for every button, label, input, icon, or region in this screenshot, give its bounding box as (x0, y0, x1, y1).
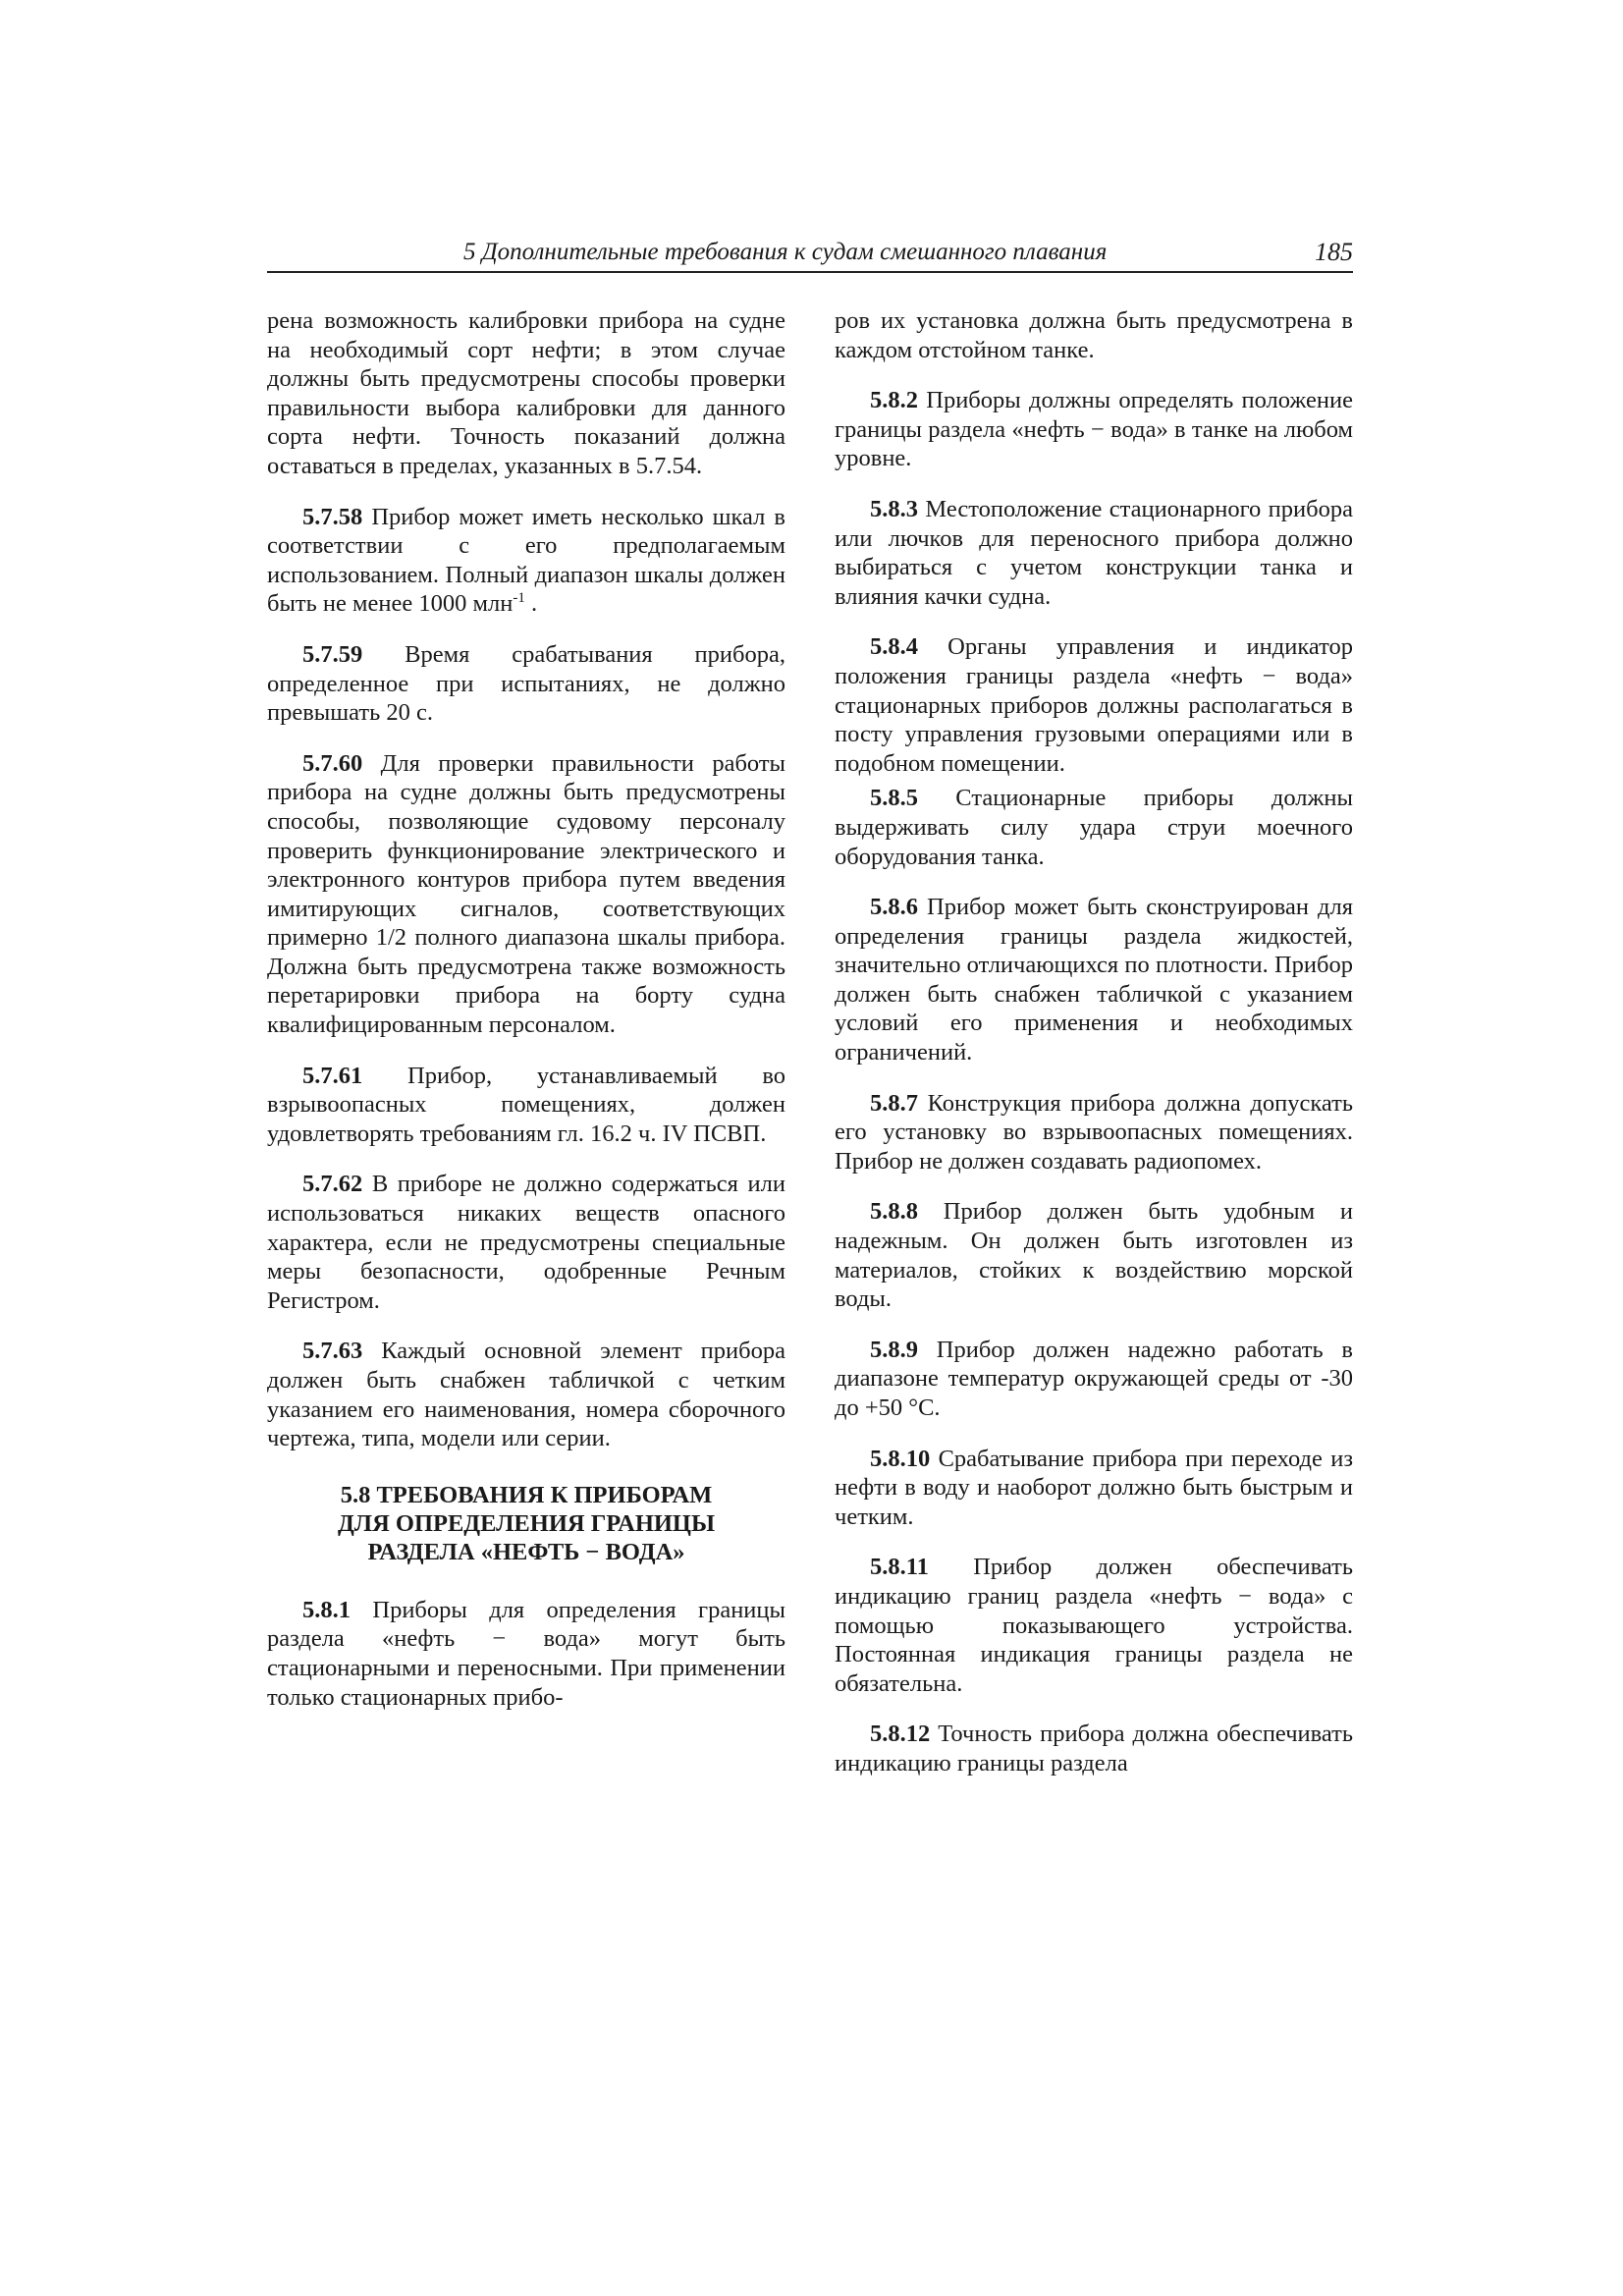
clause-5-8-12: 5.8.12 Точность прибора должна обеспечивать индикацию границы раздела (835, 1721, 1353, 1777)
page-header (267, 238, 1353, 273)
clause-5-8-10: 5.8.10 Срабатывание прибора при переходе из нефти в воду и наоборот должно быть быстрым и четким. (835, 1445, 1353, 1530)
clause-number: 5.8.9 (870, 1336, 918, 1363)
section-heading-5-8 (267, 1481, 785, 1566)
clause-5-7-62: 5.7.62 В приборе не должно содержаться или использоваться никаких веществ опасного характера, если не предусмотрены специальные меры безопасности, одобренные Речным Регистром. (267, 1171, 785, 1314)
left-column (267, 306, 785, 1733)
clause-number: 5.8.4 (870, 633, 918, 661)
paragraph-continuation: рена возможность калибровки прибора на судне на необходимый сорт нефти; в этом случае должны быть предусмотрены способы проверки правильности выбора калибровки для данного сорта нефти. Точность показаний должна оставаться в пределах, указанных в 5.7.54. (267, 307, 785, 479)
clause-number: 5.7.62 (302, 1171, 363, 1198)
clause-number: 5.7.58 (302, 503, 363, 530)
clause-number: 5.8.6 (870, 894, 918, 921)
clause-number: 5.8.1 (302, 1596, 351, 1623)
paragraph-continuation: ров их установка должна быть предусмотрена в каждом отстойном танке. (835, 307, 1353, 363)
clause-number: 5.8.12 (870, 1721, 931, 1748)
clause-number: 5.8.2 (870, 387, 918, 414)
clause-number: 5.7.60 (302, 749, 363, 777)
clause-5-8-8: 5.8.8 Прибор должен быть удобным и надежным. Он должен быть изготовлен из материалов, стойких к воздействию морской воды. (835, 1198, 1353, 1313)
clause-5-8-7: 5.8.7 Конструкция прибора должна допускать его установку во взрывоопасных помещениях. Прибор не должен создавать радиопомех. (835, 1089, 1353, 1175)
clause-5-8-11: 5.8.11 Прибор должен обеспечивать индикацию границ раздела «нефть − вода» с помощью показывающего устройства. Постоянная индикация границы раздела не обязательна. (835, 1554, 1353, 1697)
right-column (835, 306, 1353, 1800)
heading-line: РАЗДЕЛА «НЕФТЬ − ВОДА» (367, 1538, 685, 1565)
clause-5-8-1: 5.8.1 Приборы для определения границы раздела «нефть − вода» могут быть стационарными и переносными. При применении только стационарных прибо- (267, 1596, 785, 1711)
clause-5-8-6: 5.8.6 Прибор может быть сконструирован для определения границы раздела жидкостей, значительно отличающихся по плотности. Прибор должен быть снабжен табличкой с указанием условий его применения и необходимых ограничений. (835, 894, 1353, 1066)
clause-5-7-63: 5.7.63 Каждый основной элемент прибора должен быть снабжен табличкой с четким указанием его наименования, номера сборочного чертежа, типа, модели или серии. (267, 1338, 785, 1452)
clause-5-8-9: 5.8.9 Прибор должен надежно работать в диапазоне температур окружающей среды от -30 до +50 °С. (835, 1336, 1353, 1421)
clause-number: 5.8.10 (870, 1445, 931, 1472)
clause-number: 5.8.5 (870, 785, 918, 812)
clause-5-7-58: 5.7.58 Прибор может иметь несколько шкал в соответствии с его предполагаемым использованием. Полный диапазон шкалы должен быть не менее 1000 млн$^{-1}$ . (267, 503, 785, 618)
page-number: 185 (1315, 238, 1353, 266)
clause-number: 5.7.59 (302, 640, 363, 668)
heading-line: 5.8 ТРЕБОВАНИЯ К ПРИБОРАМ (340, 1481, 713, 1508)
superscript: -1 (513, 590, 525, 607)
heading-line: ДЛЯ ОПРЕДЕЛЕНИЯ ГРАНИЦЫ (337, 1509, 716, 1537)
clause-5-8-3: 5.8.3 Местоположение стационарного прибора или лючков для переносного прибора должно выбираться с учетом конструкции танка и влияния качки судна. (835, 495, 1353, 610)
clause-5-7-59: 5.7.59 Время срабатывания прибора, определенное при испытаниях, не должно превышать 20 с. (267, 640, 785, 727)
clause-number: 5.7.63 (302, 1338, 363, 1365)
clause-5-8-4: 5.8.4 Органы управления и индикатор положения границы раздела «нефть − вода» стационарных приборов должны располагаться в посту управления грузовыми операциями или в подобном помещении. (835, 633, 1353, 777)
clause-number: 5.8.3 (870, 495, 918, 522)
clause-5-8-2: 5.8.2 Приборы должны определять положение границы раздела «нефть − вода» в танке на любом уровне. (835, 387, 1353, 472)
clause-number: 5.8.8 (870, 1198, 918, 1226)
clause-number: 5.8.7 (870, 1089, 918, 1117)
clause-number: 5.8.11 (870, 1554, 929, 1581)
running-title: 5 Дополнительные требования к судам смешанного плавания (463, 239, 1108, 265)
clause-5-7-61: 5.7.61 Прибор, устанавливаемый во взрывоопасных помещениях, должен удовлетворять требованиям гл. 16.2 ч. IV ПСВП. (267, 1062, 785, 1147)
clause-5-8-5: 5.8.5 Стационарные приборы должны выдерживать силу удара струи моечного оборудования танка. (835, 785, 1353, 870)
clause-5-7-60: 5.7.60 Для проверки правильности работы прибора на судне должны быть предусмотрены способы, позволяющие судовому персоналу проверить функционирование электрического и электронного контуров прибора путем введения имитирующих сигналов, соответствующих примерно 1/2 полного диапазона шкалы прибора. Должна быть предусмотрена также возможность перетарировки прибора на борту судна квалифицированным персоналом. (267, 749, 785, 1039)
clause-number: 5.7.61 (302, 1062, 363, 1089)
